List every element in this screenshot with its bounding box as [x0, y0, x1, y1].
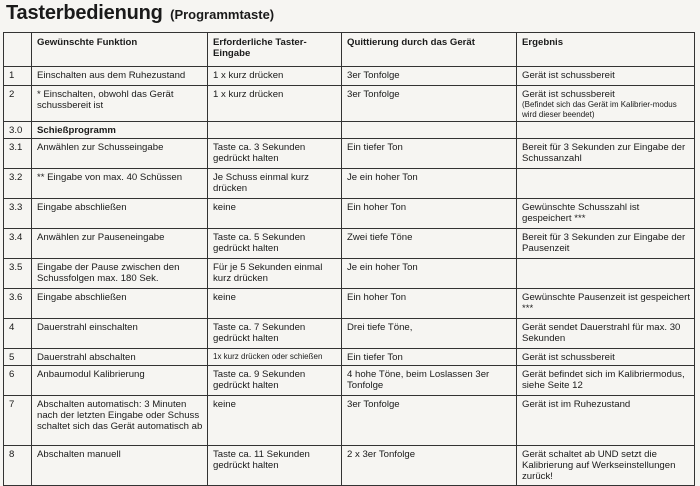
- row-eingabe: Taste ca. 11 Sekunden gedrückt halten: [208, 446, 342, 486]
- table-row: [4, 139, 695, 169]
- row-funktion: Dauerstrahl einschalten: [32, 319, 208, 349]
- row-ergebnis: Bereit für 3 Sekunden zur Eingabe der Schussanzahl: [517, 139, 695, 169]
- row-ergebnis: Gewünschte Schusszahl ist gespeichert ***: [517, 199, 695, 229]
- row-nr: 2: [4, 86, 32, 122]
- function-table: [3, 32, 695, 486]
- header-quittierung: Quittierung durch das Gerät: [342, 33, 517, 67]
- row-quittierung: 3er Tonfolge: [342, 396, 517, 446]
- row-nr: 6: [4, 366, 32, 396]
- title-main: Tasterbedienung: [6, 2, 163, 24]
- table-row: [4, 122, 695, 139]
- row-section-title: Schießprogramm: [32, 122, 208, 139]
- row-eingabe: 1x kurz drücken oder schießen: [208, 349, 342, 366]
- row-nr: 3.0: [4, 122, 32, 139]
- row-eingabe: 1 x kurz drücken: [208, 86, 342, 122]
- row-ergebnis: Gerät schaltet ab UND setzt die Kalibrierung auf Werkseinstellungen zurück!: [517, 446, 695, 486]
- row-empty-cell: [342, 122, 517, 139]
- row-quittierung: Je ein hoher Ton: [342, 169, 517, 199]
- row-empty-cell: [517, 122, 695, 139]
- row-quittierung: 3er Tonfolge: [342, 67, 517, 86]
- row-eingabe: Für je 5 Sekunden einmal kurz drücken: [208, 259, 342, 289]
- header-nr: [4, 33, 32, 67]
- row-nr: 3.5: [4, 259, 32, 289]
- row-quittierung: Ein tiefer Ton: [342, 349, 517, 366]
- row-funktion: Eingabe abschließen: [32, 289, 208, 319]
- row-empty-cell: [208, 122, 342, 139]
- row-quittierung: Ein hoher Ton: [342, 199, 517, 229]
- row-eingabe: Taste ca. 7 Sekunden gedrückt halten: [208, 319, 342, 349]
- table-row: [4, 86, 695, 122]
- row-eingabe: Taste ca. 5 Sekunden gedrückt halten: [208, 229, 342, 259]
- row-quittierung: Je ein hoher Ton: [342, 259, 517, 289]
- table-row: [4, 396, 695, 446]
- row-eingabe: 1 x kurz drücken: [208, 67, 342, 86]
- table-row: [4, 349, 695, 366]
- row-funktion: Anwählen zur Pauseneingabe: [32, 229, 208, 259]
- row-nr: 3.1: [4, 139, 32, 169]
- row-quittierung: 3er Tonfolge: [342, 86, 517, 122]
- row-nr: 3.4: [4, 229, 32, 259]
- header-funktion: Gewünschte Funktion: [32, 33, 208, 67]
- row-funktion: * Einschalten, obwohl das Gerät schussbereit ist: [32, 86, 208, 122]
- table-row: [4, 169, 695, 199]
- row-funktion: Einschalten aus dem Ruhezustand: [32, 67, 208, 86]
- row-nr: 3.3: [4, 199, 32, 229]
- row-ergebnis: Gewünschte Pausenzeit ist gespeichert ***: [517, 289, 695, 319]
- row-ergebnis-note: (Befindet sich das Gerät im Kalibrier-modus wird dieser beendet): [522, 100, 677, 119]
- row-ergebnis: Gerät sendet Dauerstrahl für max. 30 Sekunden: [517, 319, 695, 349]
- row-ergebnis: Gerät ist schussbereit (Befindet sich das Gerät im Kalibrier-modus wird dieser beendet): [517, 86, 695, 122]
- title-subtitle: (Programmtaste): [170, 7, 275, 22]
- row-eingabe: keine: [208, 289, 342, 319]
- table-row: [4, 229, 695, 259]
- table-row: [4, 259, 695, 289]
- row-nr: 3.2: [4, 169, 32, 199]
- row-quittierung: Zwei tiefe Töne: [342, 229, 517, 259]
- table-row: [4, 289, 695, 319]
- row-ergebnis: [517, 169, 695, 199]
- header-ergebnis: Ergebnis: [517, 33, 695, 67]
- row-funktion: Abschalten automatisch: 3 Minuten nach der letzten Eingabe oder Schuss schaltet sich das Gerät automatisch ab: [32, 396, 208, 446]
- row-quittierung: Ein hoher Ton: [342, 289, 517, 319]
- row-nr: 5: [4, 349, 32, 366]
- row-funktion: Abschalten manuell: [32, 446, 208, 486]
- row-eingabe: Taste ca. 3 Sekunden gedrückt halten: [208, 139, 342, 169]
- row-ergebnis: Gerät ist im Ruhezustand: [517, 396, 695, 446]
- document-title: [6, 2, 274, 30]
- row-eingabe: keine: [208, 199, 342, 229]
- row-ergebnis: Bereit für 3 Sekunden zur Eingabe der Pausenzeit: [517, 229, 695, 259]
- row-quittierung: Ein tiefer Ton: [342, 139, 517, 169]
- table-row: [4, 199, 695, 229]
- row-funktion: ** Eingabe von max. 40 Schüssen: [32, 169, 208, 199]
- row-eingabe: Taste ca. 9 Sekunden gedrückt halten: [208, 366, 342, 396]
- row-ergebnis: Gerät ist schussbereit: [517, 349, 695, 366]
- row-quittierung: 2 x 3er Tonfolge: [342, 446, 517, 486]
- row-eingabe: Je Schuss einmal kurz drücken: [208, 169, 342, 199]
- row-funktion: Eingabe abschließen: [32, 199, 208, 229]
- row-quittierung: 4 hohe Töne, beim Loslassen 3er Tonfolge: [342, 366, 517, 396]
- row-funktion: Dauerstrahl abschalten: [32, 349, 208, 366]
- row-ergebnis: Gerät ist schussbereit: [517, 67, 695, 86]
- row-ergebnis: Gerät befindet sich im Kalibriermodus, siehe Seite 12: [517, 366, 695, 396]
- table-row: [4, 319, 695, 349]
- row-eingabe: keine: [208, 396, 342, 446]
- table-row: [4, 366, 695, 396]
- row-nr: 4: [4, 319, 32, 349]
- header-eingabe: Erforderliche Taster-Eingabe: [208, 33, 342, 67]
- table-row: [4, 67, 695, 86]
- row-funktion: Anbaumodul Kalibrierung: [32, 366, 208, 396]
- row-funktion: Eingabe der Pause zwischen den Schussfolgen max. 180 Sek.: [32, 259, 208, 289]
- table-row: [4, 446, 695, 486]
- row-quittierung: Drei tiefe Töne,: [342, 319, 517, 349]
- row-funktion: Anwählen zur Schusseingabe: [32, 139, 208, 169]
- table-header-row: [4, 33, 695, 67]
- row-nr: 3.6: [4, 289, 32, 319]
- row-nr: 8: [4, 446, 32, 486]
- row-ergebnis: [517, 259, 695, 289]
- row-nr: 7: [4, 396, 32, 446]
- row-nr: 1: [4, 67, 32, 86]
